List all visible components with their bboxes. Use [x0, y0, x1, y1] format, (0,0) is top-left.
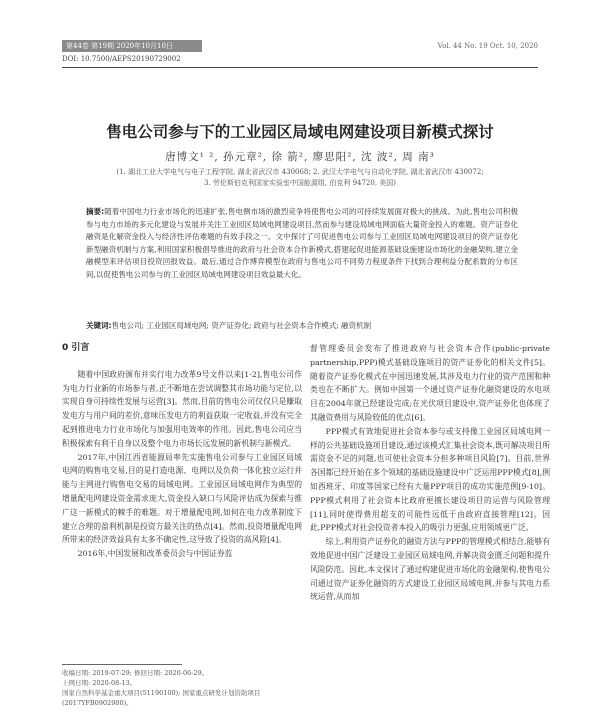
keywords: [86, 320, 518, 332]
authors: 唐博文¹ ², 孙元章², 徐 箭², 廖思阳², 沈 波², 周 南³: [165, 151, 435, 163]
footnote-rule: [62, 664, 182, 665]
footnote-received: 收稿日期: 2019-07-29; 修回日期: 2020-06-29。: [62, 669, 209, 677]
left-column: [62, 342, 302, 561]
body-paragraph: 随着中国政府颁布并实行电力改革9号文件以来[1-2],售电公司作为电力行业新的市场参与者,正不断地在尝试调整其市场功能与定位,以实现自身可持续性发展与运营[3]。然而,目前的售电公司仅仅只是赚取发电方与用户间的差价,意味压发电方的利益获取一定收益,并没有完全起到推进电力行业市场化与加强用电效率的作用。因此,售电公司应当积极探索有利于自身以及整个电力市场长远发展的新机制与新模式。: [62, 369, 302, 448]
body-paragraph: 督管理委员会发布了推进政府与社会资本合作(public-private partnership,PPP)模式基础设施项目的资产证券化的相关文件[5]。随着资产证券化模式在中国迅速发展,其涉及电力行业的资产范围和种类也在不断扩大。例如中国第一个通过资产证券化融资建设的水电项目在2004年就已经建设完成;在光伏项目建设中,资产证券化也体现了其融资费用与风险较低的优点[6]。: [310, 344, 550, 422]
affiliation-line: 3. 劳伦斯伯克利国家实验室中国能源组, 伯克利 94720, 美国): [203, 179, 397, 187]
body-paragraph: PPP模式有效地促进社会资本参与或支持像工业园区局域电网一样的公共基础设施项目建设,通过该模式汇集社会资本,既可解决项目所需资金不足的问题,也可使社会资本分担多种项目风险[7]。目前,世界各国都已经开始在多个领域的基础设施建设中广泛运用PPP模式[8],例如西班牙、印度等国家已经有大量PPP项目的成功实施范例[9-10]。PPP模式利用了社会资本比政府更擅长建设项目的运营与风险管理[11],同时使得费用超支的可能性远低于由政府直接管理[12]。因此,PPP模式对社会投资者本投入的吸引力更强,应用领域更广泛。: [310, 426, 550, 533]
footnote-online: 上网日期: 2020-08-13。: [62, 679, 137, 687]
journal-issue-en: Vol. 44 No. 19 Oct. 10, 2020: [437, 42, 538, 50]
right-column: [310, 342, 550, 604]
body-paragraph: 综上,利用资产证券化的融资方法与PPP的管理模式相结合,能够有效地促进中国广泛建设工业园区局域电网,并解决资金匮乏问题和提升风险防范。因此,本文探讨了通过构建促进市场化的金融架构,使售电公司通过资产证券化融资的方式建设工业园区局域电网,并参与其电力系统运营,从而加: [310, 537, 550, 602]
section-heading: 0 引言: [62, 343, 90, 353]
body-paragraph: 2016年,中国发展和改革委员会与中国证券监: [77, 549, 233, 559]
abstract-text: 随着中国电力行业市场化的迅速扩张,售电侧市场的激烈竞争将使售电公司的可持续发展面对极大的挑战。为此,售电公司积极参与电力市场的多元化建设与发展并关注工业园区局域电网建设项目,然而参与建设局域电网面临大量资金投入的难题。资产证券化融资是化解资金投入与经济性评估难题的有效手段之一。文中探讨了可促进售电公司参与工业园区局域电网建设项目的资产证券化新型融资机制与方案,利用国家积极倡导推进的政府与社会资本合作新模式,搭建起促进能源基础设施建设市场化的金融架构,建立金融模型来评估项目投资回报效益。最后,通过合作博弈模型在政府与售电公司不同势力程度条件下找到合理利益分配系数的分布区间,以促使售电公司参与的工业园区局域电网建设项目效益最大化。: [86, 207, 519, 279]
abstract: [86, 206, 518, 282]
affiliations: [62, 167, 538, 189]
journal-issue-banner: 第44卷 第19期 2020年10月10日: [62, 40, 202, 52]
footnote-funding: 国家自然科学基金重大项目(51190100); 国家重点研发计划资助项目(2017YFB0902900)。: [62, 689, 261, 707]
abstract-label: 摘要:: [86, 207, 105, 216]
header-rule: [62, 67, 538, 68]
keywords-text: 售电公司; 工业园区局域电网; 资产证券化; 政府与社会资本合作模式; 融资机制: [111, 321, 372, 330]
doi: DOI: 10.7500/AEPS20190729002: [62, 55, 181, 63]
affiliation-line: (1. 湖北工业大学电气与电子工程学院, 湖北省武汉市 430068; 2. 武汉大学电气与自动化学院, 湖北省武汉市 430072;: [116, 168, 484, 176]
body-paragraph: 2017年,中国江西省能源局率先实施售电公司参与工业园区局域电网的购售电交易,目的是打造电源、电网以及负荷一体化独立运行并能与主网进行购售电交易的局域电网。工业园区局域电网作为典型的增量配电网建设资金需求庞大,资金投入缺口与风险评估成为探索与推广这一新模式的棘手的难题。对于增量配电网,如何在电力改革制度下建立合理的盈利机制是投资方最关注的热点[4]。然而,投资增量配电网所带来的经济效益具有太多不确定性,这导致了投资的高风险[4]。: [62, 452, 302, 545]
paper-title: 售电公司参与下的工业园区局域电网建设项目新模式探讨: [106, 123, 494, 141]
keywords-label: 关键词:: [86, 321, 112, 330]
footnotes: [62, 668, 302, 708]
